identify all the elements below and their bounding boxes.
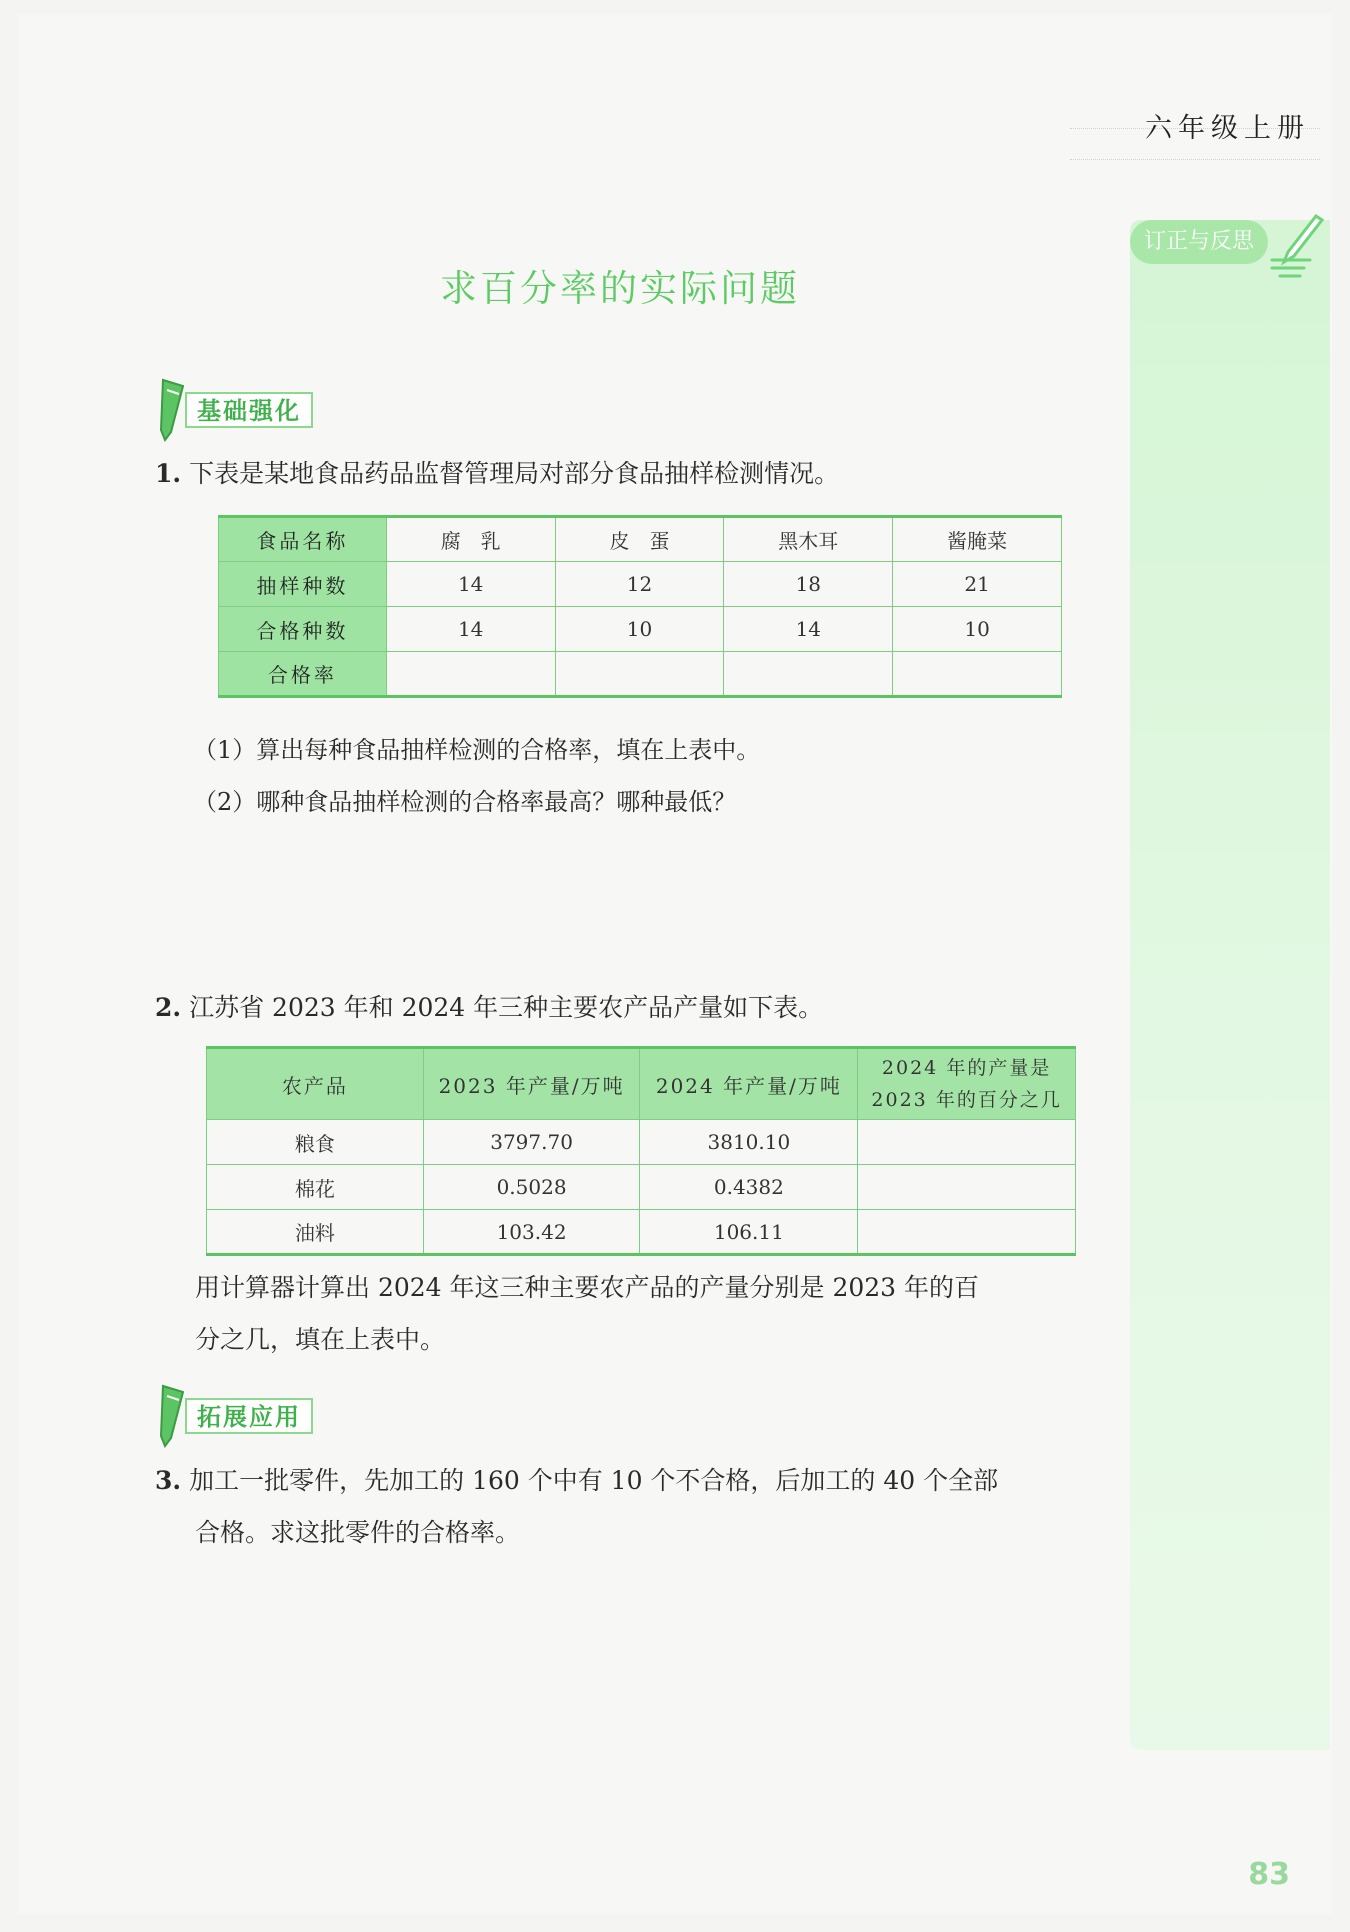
table-row (219, 562, 1062, 607)
section-label: 拓展应用 (185, 1398, 313, 1434)
table-cell: 18 (724, 562, 893, 607)
answer-cell[interactable] (724, 652, 893, 697)
table-cell: 腐 乳 (386, 517, 555, 562)
instruction-line: 用计算器计算出 2024 年这三种主要农产品的产量分别是 2023 年的百 (195, 1273, 980, 1302)
table-cell: 106.11 (640, 1210, 858, 1255)
table-row (207, 1165, 1076, 1210)
table-cell: 0.5028 (423, 1165, 640, 1210)
question-2-instruction (195, 1262, 979, 1366)
answer-cell[interactable] (893, 652, 1062, 697)
question-2 (155, 982, 823, 1034)
table-cell: 103.42 (423, 1210, 640, 1255)
row-label: 抽样种数 (219, 562, 387, 607)
question-number: 2. (155, 993, 182, 1022)
table-cell: 10 (893, 607, 1062, 652)
answer-cell[interactable] (386, 652, 555, 697)
sub-question-1: （1）算出每种食品抽样检测的合格率，填在上表中。 (193, 736, 761, 764)
pencil-icon (155, 1382, 189, 1448)
row-label: 合格种数 (219, 607, 387, 652)
table-cell: 12 (555, 562, 724, 607)
table-cell: 3797.70 (423, 1120, 640, 1165)
answer-cell[interactable] (858, 1165, 1076, 1210)
grade-label: 六年级上册 (1145, 113, 1310, 144)
question-text: 江苏省 2023 年和 2024 年三种主要农产品产量如下表。 (189, 993, 824, 1022)
table-cell: 黑木耳 (724, 517, 893, 562)
instruction-line: 分之几，填在上表中。 (195, 1325, 446, 1354)
row-label: 合格率 (219, 652, 387, 697)
section-tag-extend (155, 1396, 313, 1436)
section-label: 基础强化 (185, 392, 313, 428)
question-number: 3. (155, 1466, 182, 1495)
table-cell: 14 (724, 607, 893, 652)
table-cell: 3810.10 (640, 1120, 858, 1165)
page-number: 83 (1248, 1857, 1290, 1892)
header-line: 2024 年的产量是 (881, 1057, 1052, 1079)
answer-cell[interactable] (555, 652, 724, 697)
table-cell: 0.4382 (640, 1165, 858, 1210)
table-row (219, 607, 1062, 652)
column-header: 农产品 (207, 1048, 424, 1120)
section-tag-basic (155, 390, 313, 430)
row-label: 油料 (207, 1210, 424, 1255)
sidebar-tab: 订正与反思 (1130, 220, 1268, 264)
question-line (155, 1455, 998, 1507)
table-cell: 酱腌菜 (893, 517, 1062, 562)
question-text: 加工一批零件，先加工的 160 个中有 10 个不合格，后加工的 40 个全部 (189, 1466, 999, 1495)
row-label: 粮食 (207, 1120, 424, 1165)
sub-question-2: （2）哪种食品抽样检测的合格率最高？哪种最低？ (193, 788, 737, 816)
question-1 (155, 448, 839, 500)
answer-cell[interactable] (858, 1120, 1076, 1165)
header-line: 2023 年的百分之几 (871, 1089, 1062, 1111)
answer-cell[interactable] (858, 1210, 1076, 1255)
table-cell: 皮 蛋 (555, 517, 724, 562)
table-cell: 14 (386, 607, 555, 652)
table-row (219, 652, 1062, 697)
table-header-row (207, 1048, 1076, 1120)
column-header: 2023 年产量/万吨 (423, 1048, 640, 1120)
correction-sidebar (1130, 220, 1330, 1750)
pencil-icon (155, 376, 189, 442)
table-cell: 10 (555, 607, 724, 652)
question-line: 合格。求这批零件的合格率。 (195, 1518, 521, 1547)
question-number: 1. (155, 459, 182, 488)
pen-icon (1270, 212, 1324, 282)
table-cell: 14 (386, 562, 555, 607)
table-row (219, 517, 1062, 562)
crop-yield-table (206, 1046, 1076, 1256)
question-3 (155, 1455, 998, 1559)
column-header (858, 1048, 1076, 1120)
column-header: 2024 年产量/万吨 (640, 1048, 858, 1120)
table-row (207, 1210, 1076, 1255)
table-row (207, 1120, 1076, 1165)
food-inspection-table (218, 515, 1062, 698)
page-title: 求百分率的实际问题 (440, 267, 800, 310)
table-cell: 21 (893, 562, 1062, 607)
row-label: 食品名称 (219, 517, 387, 562)
row-label: 棉花 (207, 1165, 424, 1210)
question-text: 下表是某地食品药品监督管理局对部分食品抽样检测情况。 (189, 459, 840, 488)
